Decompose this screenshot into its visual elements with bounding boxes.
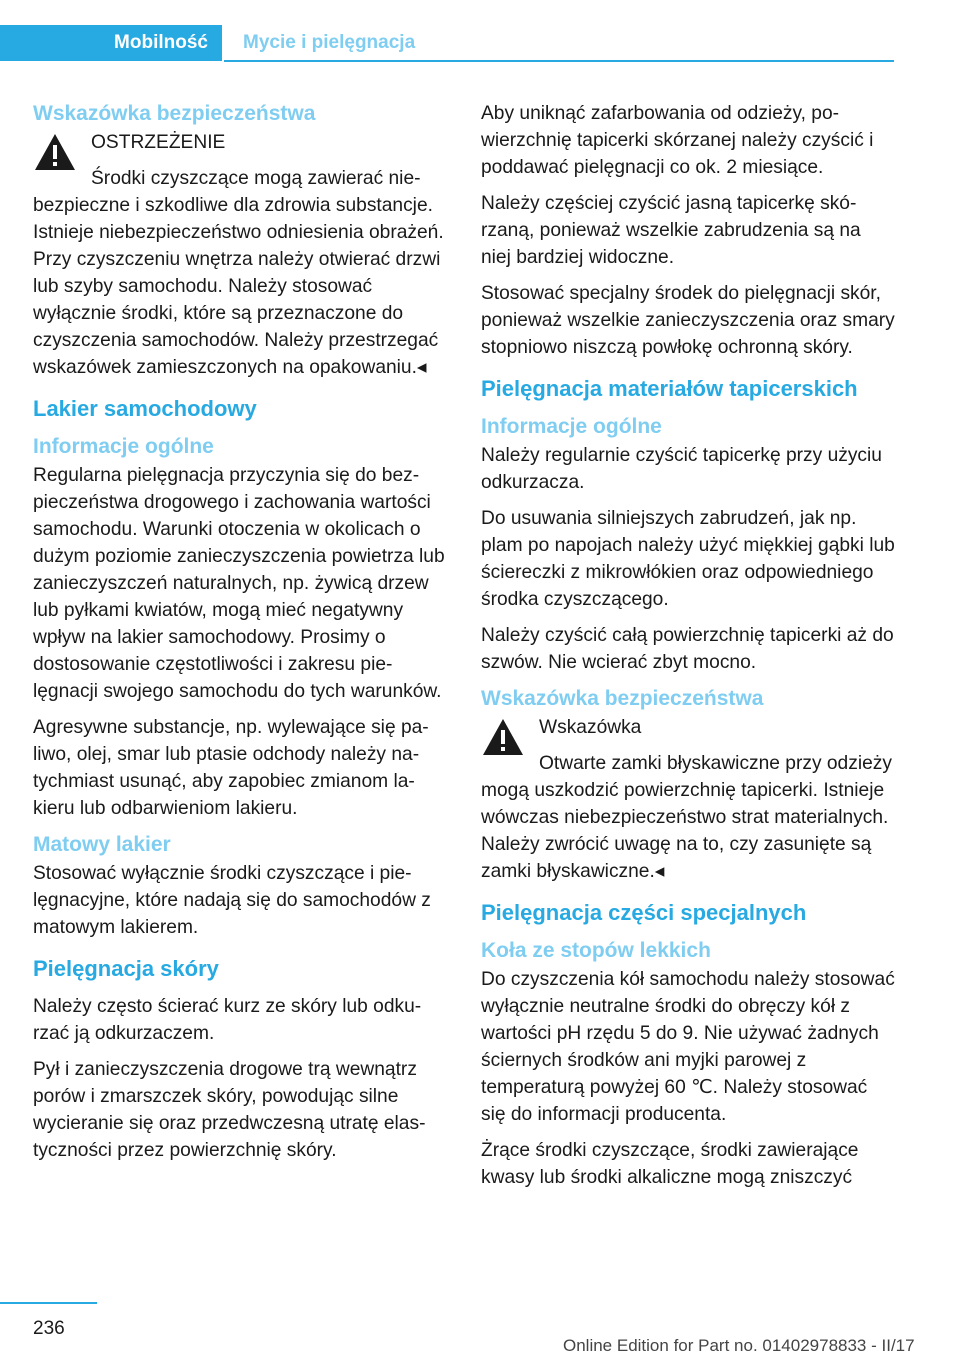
header-rule	[224, 60, 894, 62]
special-parts-heading: Pielęgnacja części specjalnych	[481, 900, 807, 925]
left-column	[33, 100, 447, 1173]
header-section-tab: Mobilność	[0, 25, 222, 61]
page-header	[0, 0, 960, 62]
header-chapter-tab: Mycie i pielęgnacja	[243, 32, 416, 53]
upholstery-paragraph-3: Należy czyścić całą powierzchnię tapicerki aż do szwów. Nie wcierać zbyt mocno.	[481, 625, 894, 673]
paint-paragraph-2: Agresywne substancje, np. wylewające się paliwo, olej, smar lub ptasie odchody należy natychmiast usunąć, aby zapobiec zmianom lakieru lub odbarwieniom lakieru.	[33, 717, 429, 819]
notice-title: Wskazówka	[539, 717, 642, 738]
warning-block	[33, 129, 447, 381]
upholstery-paragraph-2: Do usuwania silniejszych zabrudzeń, jak np. plam po napojach należy użyć miękkiej gąbki lub ściereczki z mikrowłókien oraz odpowiedniego środka czyszczącego.	[481, 508, 895, 610]
upholstery-general-heading: Informacje ogólne	[481, 415, 662, 438]
leather-paragraph-2: Pył i zanieczyszczenia drogowe trą wewnątrz porów i zmarszczek skóry, powodując silne wycieranie się oraz przedwczesną utratę elastyczności przez powierzchnię skóry.	[33, 1059, 426, 1161]
warning-triangle-icon	[481, 717, 525, 757]
leather-paragraph-3: Aby uniknąć zafarbowania od odzieży, powierzchnię tapicerki skórzanej należy czyścić i poddawać pielęgnacji co ok. 2 miesiące.	[481, 103, 874, 178]
paint-paragraph-1: Regularna pielęgnacja przyczynia się do bezpieczeństwa drogowego i zachowania wartości samochodu. Warunki otoczenia w okolicach o dużym poziomie zanieczyszczenia powietrza lub zanieczyszczeń naturalnych, np. żywicą drzew lub pyłkami kwiatów, mogą mieć negatywny wpływ na lakier samochodowy. Prosimy o dostosowanie częstotliwości i zakresu pielęgnacji swojego samochodu do tych warunków.	[33, 465, 445, 702]
page-number: 236	[33, 1318, 65, 1339]
notice-block	[481, 714, 895, 885]
leather-paragraph-5: Stosować specjalny środek do pielęgnacji skór, ponieważ wszelkie zanieczyszczenia oraz smary stopniowo niszczą powłokę ochronną skóry.	[481, 283, 895, 358]
upholstery-heading: Pielęgnacja materiałów tapicerskich	[481, 376, 858, 401]
leather-paragraph-4: Należy częściej czyścić jasną tapicerkę skórzaną, ponieważ wszelkie zabrudzenia są na niej bardziej widoczne.	[481, 193, 861, 268]
right-column	[481, 100, 895, 1200]
notice-text: Otwarte zamki błyskawiczne przy odzieży mogą uszkodzić powierzchnię tapicerki. Istnieje wówczas niebezpieczeństwo strat materialnych. Należy zwrócić uwagę na to, czy zasunięte są zamki błyskawiczne.◂	[481, 753, 892, 882]
paint-heading: Lakier samochodowy	[33, 396, 257, 421]
wheels-paragraph-2: Żrące środki czyszczące, środki zawierające kwasy lub środki alkaliczne mogą zniszczyć	[481, 1140, 859, 1188]
footer-rule	[0, 1302, 97, 1304]
matte-heading: Matowy lakier	[33, 833, 171, 856]
safety-heading-right: Wskazówka bezpieczeństwa	[481, 687, 764, 710]
safety-heading: Wskazówka bezpieczeństwa	[33, 102, 316, 125]
wheels-paragraph-1: Do czyszczenia kół samochodu należy stosować wyłącznie neutralne środki do obręczy kół z wartości pH rzędu 5 do 9. Nie używać żadnych ściernych środków ani myjki parowej z temperaturą powyżej 60 ℃. Należy stosować się do informacji producenta.	[481, 969, 895, 1125]
upholstery-paragraph-1: Należy regularnie czyścić tapicerkę przy użyciu odkurzacza.	[481, 445, 882, 493]
paint-general-heading: Informacje ogólne	[33, 435, 214, 458]
leather-heading: Pielęgnacja skóry	[33, 956, 219, 981]
warning-text: Środki czyszczące mogą zawierać niebezpieczne i szkodliwe dla zdrowia substancje. Istnieje niebezpieczeństwo odniesienia obrażeń. Przy czyszczeniu wnętrza należy otwierać drzwi lub szyby samochodu. Należy stosować wyłącznie środki, które są przeznaczone do czyszczenia samochodów. Należy przestrzegać wskazówek zamieszczonych na opakowaniu.◂	[33, 168, 444, 378]
warning-title: OSTRZEŻENIE	[91, 132, 226, 153]
warning-triangle-icon	[33, 132, 77, 172]
leather-paragraph-1: Należy często ścierać kurz ze skóry lub odkurzać ją odkurzaczem.	[33, 996, 422, 1044]
wheels-heading: Koła ze stopów lekkich	[481, 939, 711, 962]
edition-note: Online Edition for Part no. 01402978833 - II/17	[563, 1336, 915, 1355]
matte-paragraph: Stosować wyłącznie środki czyszczące i pielęgnacyjne, które nadają się do samochodów z matowym lakierem.	[33, 863, 431, 938]
